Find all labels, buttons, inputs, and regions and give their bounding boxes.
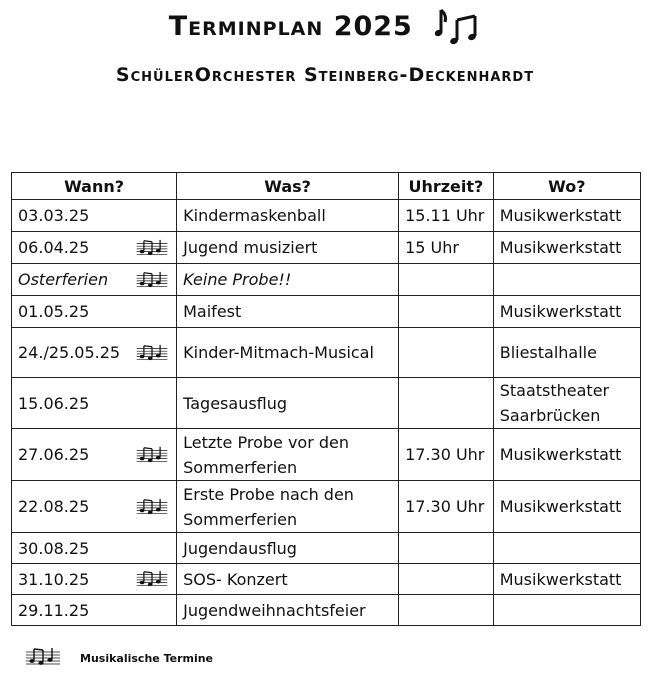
table-row: [12, 429, 641, 481]
cell-wann-text: 29.11.25: [18, 600, 90, 620]
cell-wann-text: 30.08.25: [18, 538, 90, 558]
cell-uhrzeit: [399, 595, 494, 626]
cell-wo: Bliestalhalle: [493, 328, 640, 378]
table-row: [12, 533, 641, 564]
cell-uhrzeit: [399, 564, 494, 595]
cell-was: Letzte Probe vor den Sommerferien: [177, 429, 399, 481]
table-row: [12, 595, 641, 626]
music-staff-icon: [25, 647, 61, 667]
cell-was: SOS- Konzert: [177, 564, 399, 595]
table-row: [12, 264, 641, 296]
table-row: [12, 378, 641, 429]
cell-wann: [12, 533, 177, 564]
table-row: [12, 328, 641, 378]
column-header-wo: Wo?: [493, 173, 640, 200]
cell-uhrzeit: [399, 533, 494, 564]
cell-was: Keine Probe!!: [177, 264, 399, 296]
cell-wo: [493, 264, 640, 296]
cell-wann-text: 27.06.25: [18, 445, 90, 464]
cell-wann-text: 15.06.25: [18, 393, 90, 413]
cell-uhrzeit: 17.30 Uhr: [399, 481, 494, 533]
page-subtitle: SchülerOrchester Steinberg-Deckenhardt: [115, 64, 535, 86]
cell-wann: [12, 378, 177, 429]
table-row: [12, 296, 641, 328]
cell-was: Erste Probe nach den Sommerferien: [177, 481, 399, 533]
cell-uhrzeit: 17.30 Uhr: [399, 429, 494, 481]
cell-was: Tagesausflug: [177, 378, 399, 429]
cell-wo: [493, 595, 640, 626]
legend-label: Musikalische Termine: [80, 652, 214, 665]
table-row: [12, 564, 641, 595]
cell-wo: Musikwerkstatt: [493, 564, 640, 595]
cell-was: Jugendweihnachtsfeier: [177, 595, 399, 626]
cell-uhrzeit: 15 Uhr: [399, 232, 494, 264]
music-staff-icon: [135, 498, 169, 516]
cell-uhrzeit: [399, 264, 494, 296]
cell-wann: [12, 595, 177, 626]
cell-wo: Musikwerkstatt: [493, 232, 640, 264]
cell-wo: Musikwerkstatt: [493, 200, 640, 232]
cell-wann: [12, 296, 177, 328]
column-header-was: Was?: [177, 173, 399, 200]
cell-wann-text: 01.05.25: [18, 302, 90, 321]
cell-wo: Musikwerkstatt: [493, 481, 640, 533]
cell-uhrzeit: [399, 378, 494, 429]
cell-wann-text: 06.04.25: [18, 238, 90, 257]
music-staff-icon: [135, 239, 169, 257]
music-staff-icon: [135, 271, 169, 289]
table-row: [12, 232, 641, 264]
cell-wo: Staatstheater Saarbrücken: [493, 378, 640, 429]
cell-wann-text: Osterferien: [18, 270, 109, 289]
page-title: Terminplan 2025: [168, 10, 413, 42]
cell-wo: [493, 533, 640, 564]
cell-uhrzeit: 15.11 Uhr: [399, 200, 494, 232]
table-row: [12, 200, 641, 232]
column-header-uhrzeit: Uhrzeit?: [399, 173, 494, 200]
cell-was: Maifest: [177, 296, 399, 328]
cell-was: Jugendausflug: [177, 533, 399, 564]
cell-wo: Musikwerkstatt: [493, 429, 640, 481]
music-staff-icon: [135, 344, 169, 362]
cell-wann-text: 22.08.25: [18, 497, 90, 516]
schedule-table: [11, 172, 641, 626]
cell-wann: [12, 232, 177, 264]
cell-wann: [12, 429, 177, 481]
cell-uhrzeit: [399, 328, 494, 378]
cell-wann-text: 31.10.25: [18, 569, 90, 589]
music-notes-icon: [435, 6, 481, 46]
table-row: [12, 481, 641, 533]
cell-wann: [12, 328, 177, 378]
page-title-block: [0, 6, 650, 46]
cell-was: Jugend musiziert: [177, 232, 399, 264]
cell-uhrzeit: [399, 296, 494, 328]
cell-wann: [12, 564, 177, 595]
cell-wann: [12, 481, 177, 533]
cell-wann: [12, 200, 177, 232]
music-staff-icon: [135, 446, 169, 464]
column-header-wann: Wann?: [12, 173, 177, 200]
cell-was: Kinder-Mitmach-Musical: [177, 328, 399, 378]
cell-wann: [12, 264, 177, 296]
music-staff-icon: [135, 570, 169, 588]
cell-was: Kindermaskenball: [177, 200, 399, 232]
cell-wann-text: 24./25.05.25: [18, 343, 121, 362]
table-header-row: [12, 173, 641, 200]
cell-wann-text: 03.03.25: [18, 206, 90, 225]
cell-wo: Musikwerkstatt: [493, 296, 640, 328]
